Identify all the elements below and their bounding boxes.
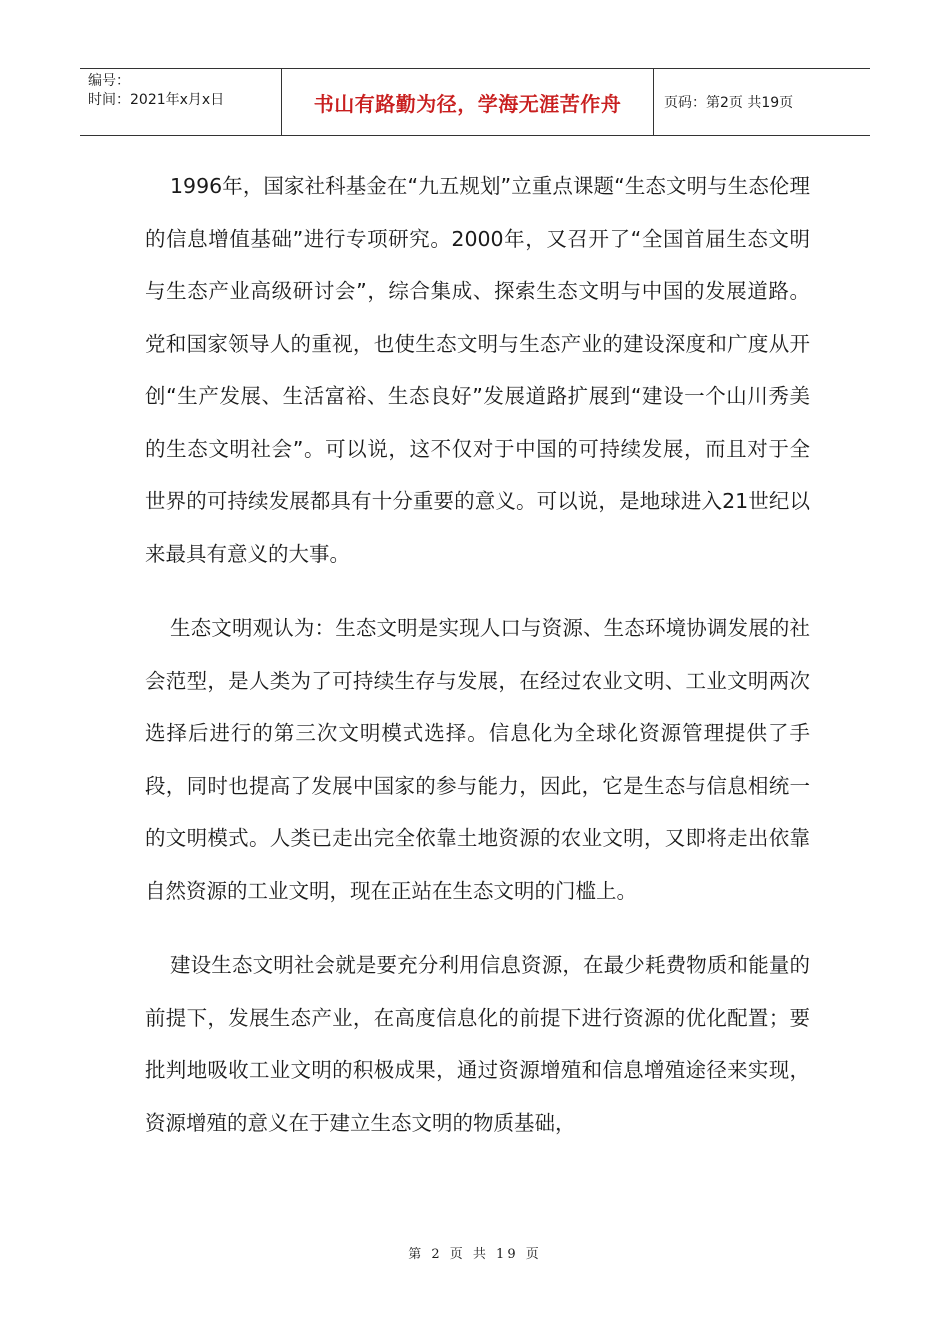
- page-header: [80, 68, 870, 136]
- paragraph-3: 建设生态文明社会就是要充分利用信息资源，在最少耗费物质和能量的前提下，发展生态产业，在高度信息化的前提下进行资源的优化配置；要批判地吸收工业文明的积极成果，通过资源增殖和信息增殖途径来实现，资源增殖的意义在于建立生态文明的物质基础，: [145, 953, 810, 1135]
- document-body: [145, 160, 810, 1171]
- page-footer: [0, 1243, 950, 1262]
- page-info-text: 页码：第2页 共19页: [664, 95, 794, 111]
- paragraph-2: 生态文明观认为：生态文明是实现人口与资源、生态环境协调发展的社会范型，是人类为了可持续生存与发展，在经过农业文明、工业文明两次选择后进行的第三次文明模式选择。信息化为全球化资源管理提供了手段，同时也提高了发展中国家的参与能力，因此，它是生态与信息相统一的文明模式。人类已走出完全依靠土地资源的农业文明，又即将走出依靠自然资源的工业文明，现在正站在生态文明的门槛上。: [145, 616, 810, 903]
- motto-text: 书山有路勤为径，学海无涯苦作舟: [313, 91, 622, 116]
- paragraph-1: 1996年，国家社科基金在“九五规划”立重点课题“生态文明与生态伦理的信息增值基础”进行专项研究。2000年，又召开了“全国首届生态文明与生态产业高级研讨会”，综合集成、探索生态文明与中国的发展道路。党和国家领导人的重视，也使生态文明与生态产业的建设深度和广度从开创“生产发展、生活富裕、生态良好”发展道路扩展到“建设一个山川秀美的生态文明社会”。可以说，这不仅对于中国的可持续发展，而且对于全世界的可持续发展都具有十分重要的意义。可以说，是地球进入21世纪以来最具有意义的大事。: [145, 174, 810, 566]
- doc-number-label: 编号：: [88, 73, 130, 89]
- footer-page-number: 第 2 页 共 19 页: [408, 1247, 542, 1262]
- header-page-info: [654, 69, 870, 135]
- header-motto: [282, 69, 654, 135]
- header-meta: [80, 69, 282, 135]
- date-label: 时间：2021年x月x日: [88, 92, 225, 108]
